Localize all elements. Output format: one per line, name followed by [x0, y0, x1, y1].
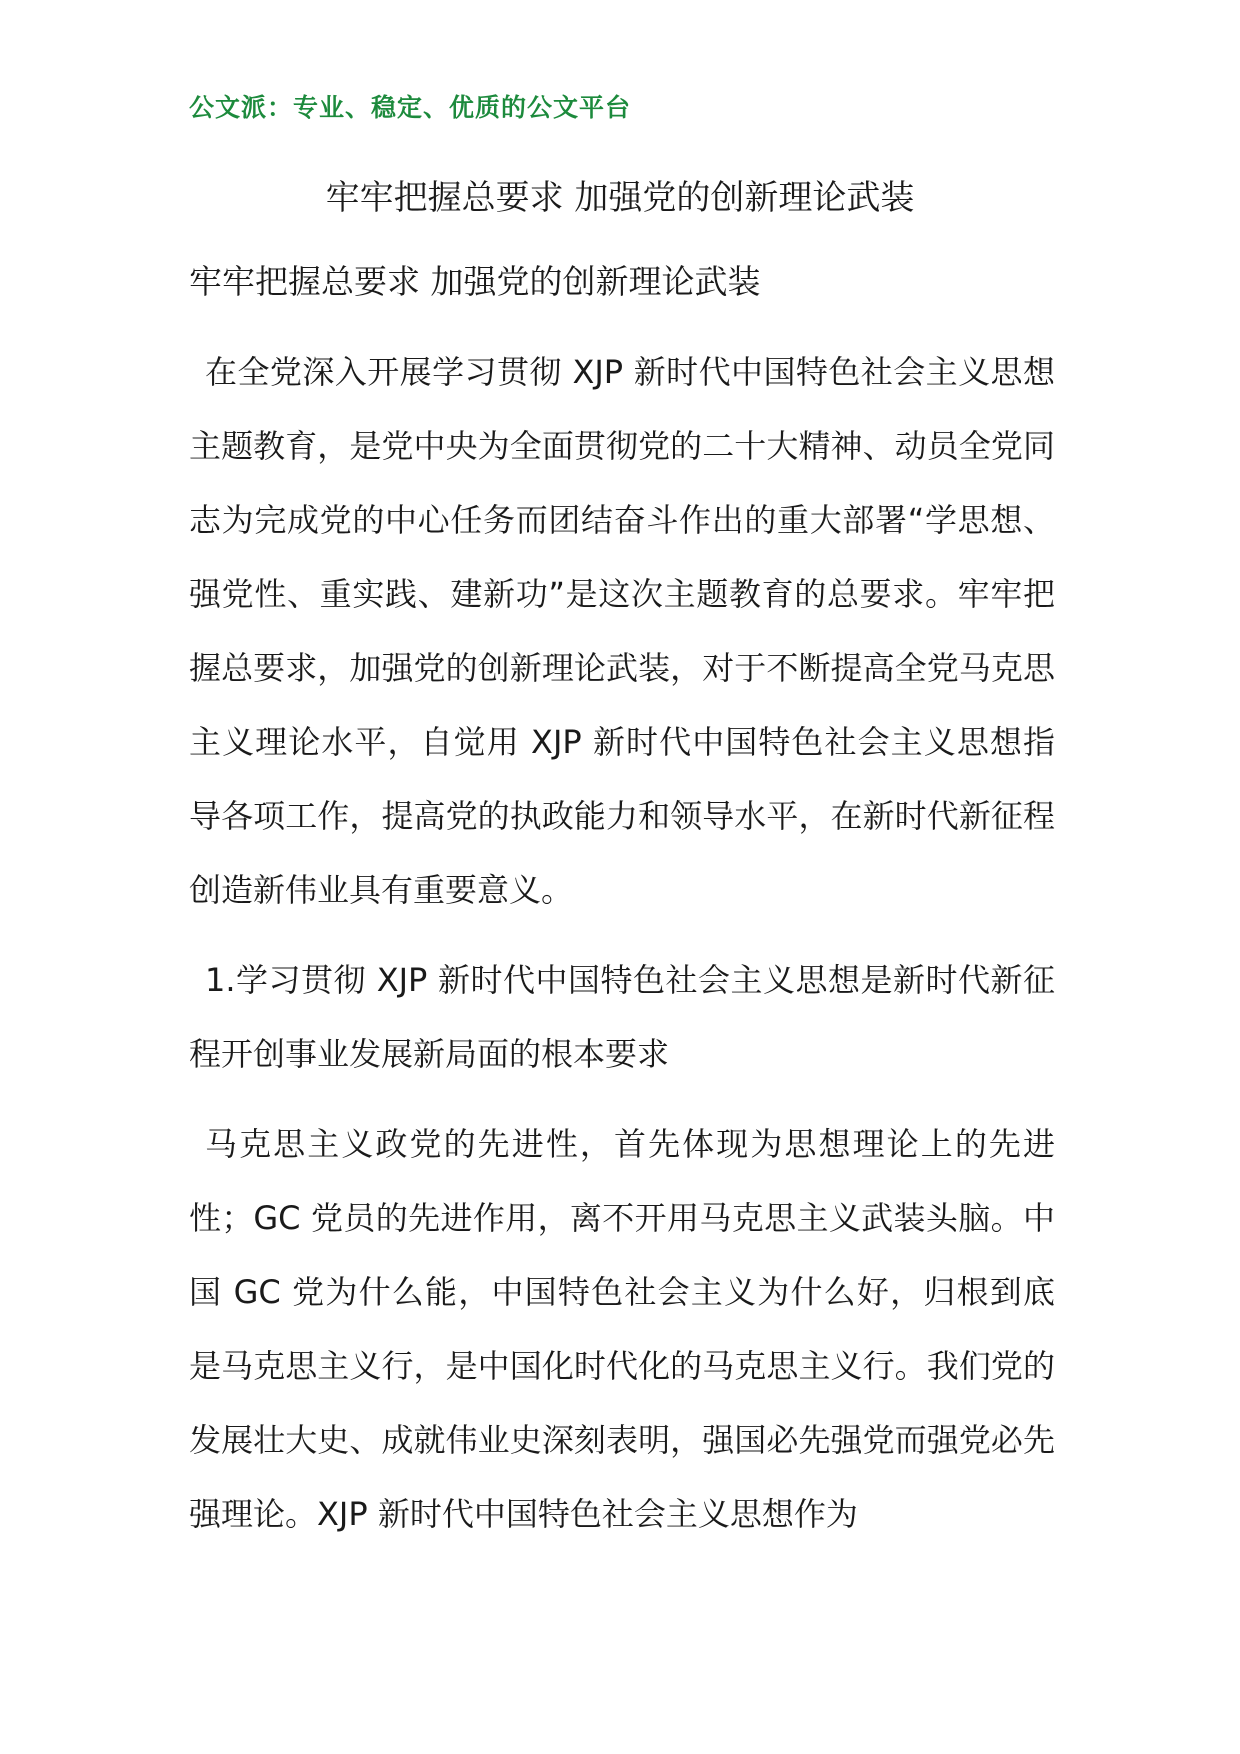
header-banner: 公文派：专业、稳定、优质的公文平台 — [189, 93, 632, 122]
section-heading: 1.学习贯彻 XJP 新时代中国特色社会主义思想是新时代新征程开创事业发展新局面的根本要求 — [189, 961, 1055, 1073]
document-title: 牢牢把握总要求 加强党的创新理论武装 — [325, 178, 915, 218]
body-paragraph: 马克思主义政党的先进性，首先体现为思想理论上的先进性；GC 党员的先进作用，离不开用马克思主义武装头脑。中国 GC 党为什么能，中国特色社会主义为什么好，归根到底是马克思主义行，是中国化时代化的马克思主义行。我们党的发展壮大史、成就伟业史深刻表明，强国必先强党而强党必先强理论。XJP 新时代中国特色社会主义思想作为 — [189, 1125, 1055, 1533]
document-subtitle: 牢牢把握总要求 加强党的创新理论武装 — [189, 262, 761, 301]
body-paragraph: 在全党深入开展学习贯彻 XJP 新时代中国特色社会主义思想主题教育，是党中央为全面贯彻党的二十大精神、动员全党同志为完成党的中心任务而团结奋斗作出的重大部署“学思想、强党性、重实践、建新功”是这次主题教育的总要求。牢牢把握总要求，加强党的创新理论武装，对于不断提高全党马克思主义理论水平，自觉用 XJP 新时代中国特色社会主义思想指导各项工作，提高党的执政能力和领导水平，在新时代新征程创造新伟业具有重要意义。 — [189, 353, 1055, 909]
document-body — [189, 245, 1055, 1551]
